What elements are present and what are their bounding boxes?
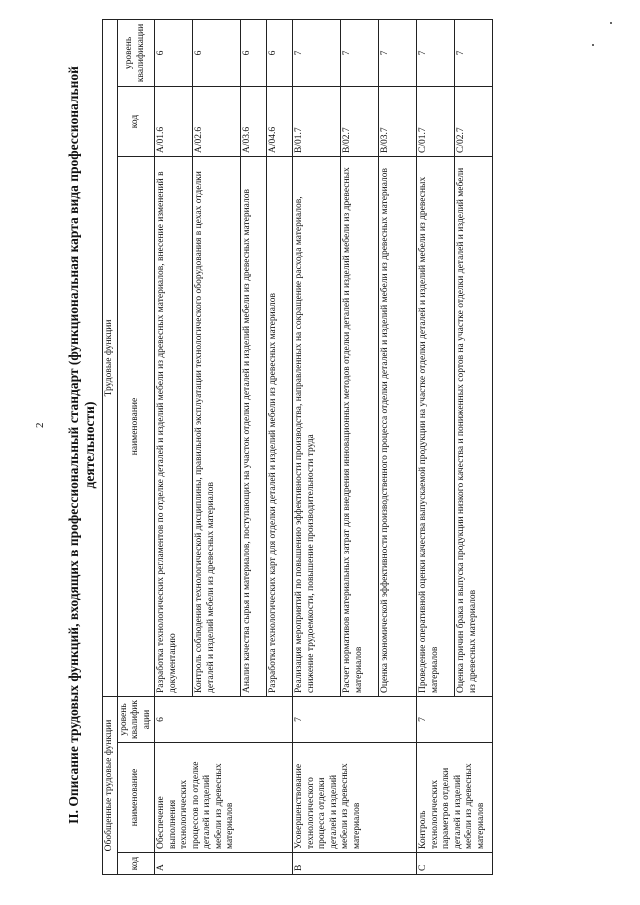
function-level: 7: [379, 19, 417, 86]
function-name: Реализация мероприятий по повышению эффективности производства, направленных на сокращение расхода материалов, снижение трудоемкости, повышение производительности труда: [293, 156, 341, 696]
function-code: C/02.7: [455, 86, 493, 156]
function-code: A/03.6: [241, 86, 267, 156]
function-level: 7: [455, 19, 493, 86]
function-code: C/01.7: [417, 86, 455, 156]
group-level: 7: [417, 696, 493, 742]
page-number: 2: [34, 422, 46, 428]
function-code: B/02.7: [341, 86, 379, 156]
group-code: C: [417, 853, 493, 875]
group-name: Контроль технологических параметров отделки деталей и изделий мебели из древесных материалов: [417, 743, 493, 853]
function-level: 6: [241, 19, 267, 86]
function-level: 6: [193, 19, 241, 86]
group-name: Обеспечение выполнения технологических процессов по отделке деталей и изделий мебели из древесных материалов: [155, 743, 293, 853]
group-code: B: [293, 853, 417, 875]
header-labor-functions: Трудовые функции: [103, 19, 118, 696]
function-code: B/01.7: [293, 86, 341, 156]
document-title: II. Описание трудовых функций, входящих в профессиональный стандарт (функциональная карта вида профессиональной деятельности): [66, 66, 97, 824]
function-name: Проведение оперативной оценки качества выпускаемой продукции на участке отделки деталей и изделий мебели из древесных материалов: [417, 156, 455, 696]
group-level: 6: [155, 696, 293, 742]
rotated-content: [66, 15, 626, 875]
function-code: A/02.6: [193, 86, 241, 156]
header-generalized-functions: Обобщенные трудовые функции: [103, 696, 118, 874]
functions-table: [102, 19, 493, 875]
function-level: 7: [293, 19, 341, 86]
function-name: Контроль соблюдения технологической дисциплины, правильной эксплуатации технологического оборудования в цехах отделки деталей и изделий мебели из древесных материалов: [193, 156, 241, 696]
function-level: 7: [341, 19, 379, 86]
function-name: Оценка причин брака и выпуска продукции низкого качества и пониженных сортов на участке отделки деталей и изделий мебели из древесных материалов: [455, 156, 493, 696]
function-level: 6: [267, 19, 293, 86]
function-name: Оценка экономической эффективности производственного процесса отделки деталей и изделий мебели из древесных материалов: [379, 156, 417, 696]
header-labor-name: наименование: [117, 156, 155, 696]
header-row-columns: [117, 19, 155, 874]
function-name: Анализ качества сырья и материалов, поступающих на участок отделки деталей и изделий мебели из древесных материалов: [241, 156, 267, 696]
function-level: 7: [417, 19, 455, 86]
header-generalized-name: наименование: [117, 743, 155, 853]
table-row: [155, 19, 193, 874]
table-row: [293, 19, 341, 874]
function-code: B/03.7: [379, 86, 417, 156]
group-name: Усовершенствование технологического процесса отделки деталей и изделий мебели из древесных материалов: [293, 743, 417, 853]
function-level: 6: [155, 19, 193, 86]
function-name: Расчет нормативов материальных затрат для внедрения инновационных методов отделки деталей и изделий мебели из древесных материалов: [341, 156, 379, 696]
function-name: Разработка технологических карт для отделки деталей и изделий мебели из древесных материалов: [267, 156, 293, 696]
function-code: A/01.6: [155, 86, 193, 156]
function-name: Разработка технологических регламентов по отделке деталей и изделий мебели из древесных материалов, внесение изменений в документацию: [155, 156, 193, 696]
group-code: A: [155, 853, 293, 875]
function-code: A/04.6: [267, 86, 293, 156]
header-generalized-level: уровень квалификации: [117, 696, 155, 742]
header-labor-level: уровень квалификации: [117, 19, 155, 86]
header-generalized-code: код: [117, 853, 155, 875]
table-row: [417, 19, 455, 874]
header-labor-code: код: [117, 86, 155, 156]
header-row-groups: [103, 19, 118, 874]
group-level: 7: [293, 696, 417, 742]
